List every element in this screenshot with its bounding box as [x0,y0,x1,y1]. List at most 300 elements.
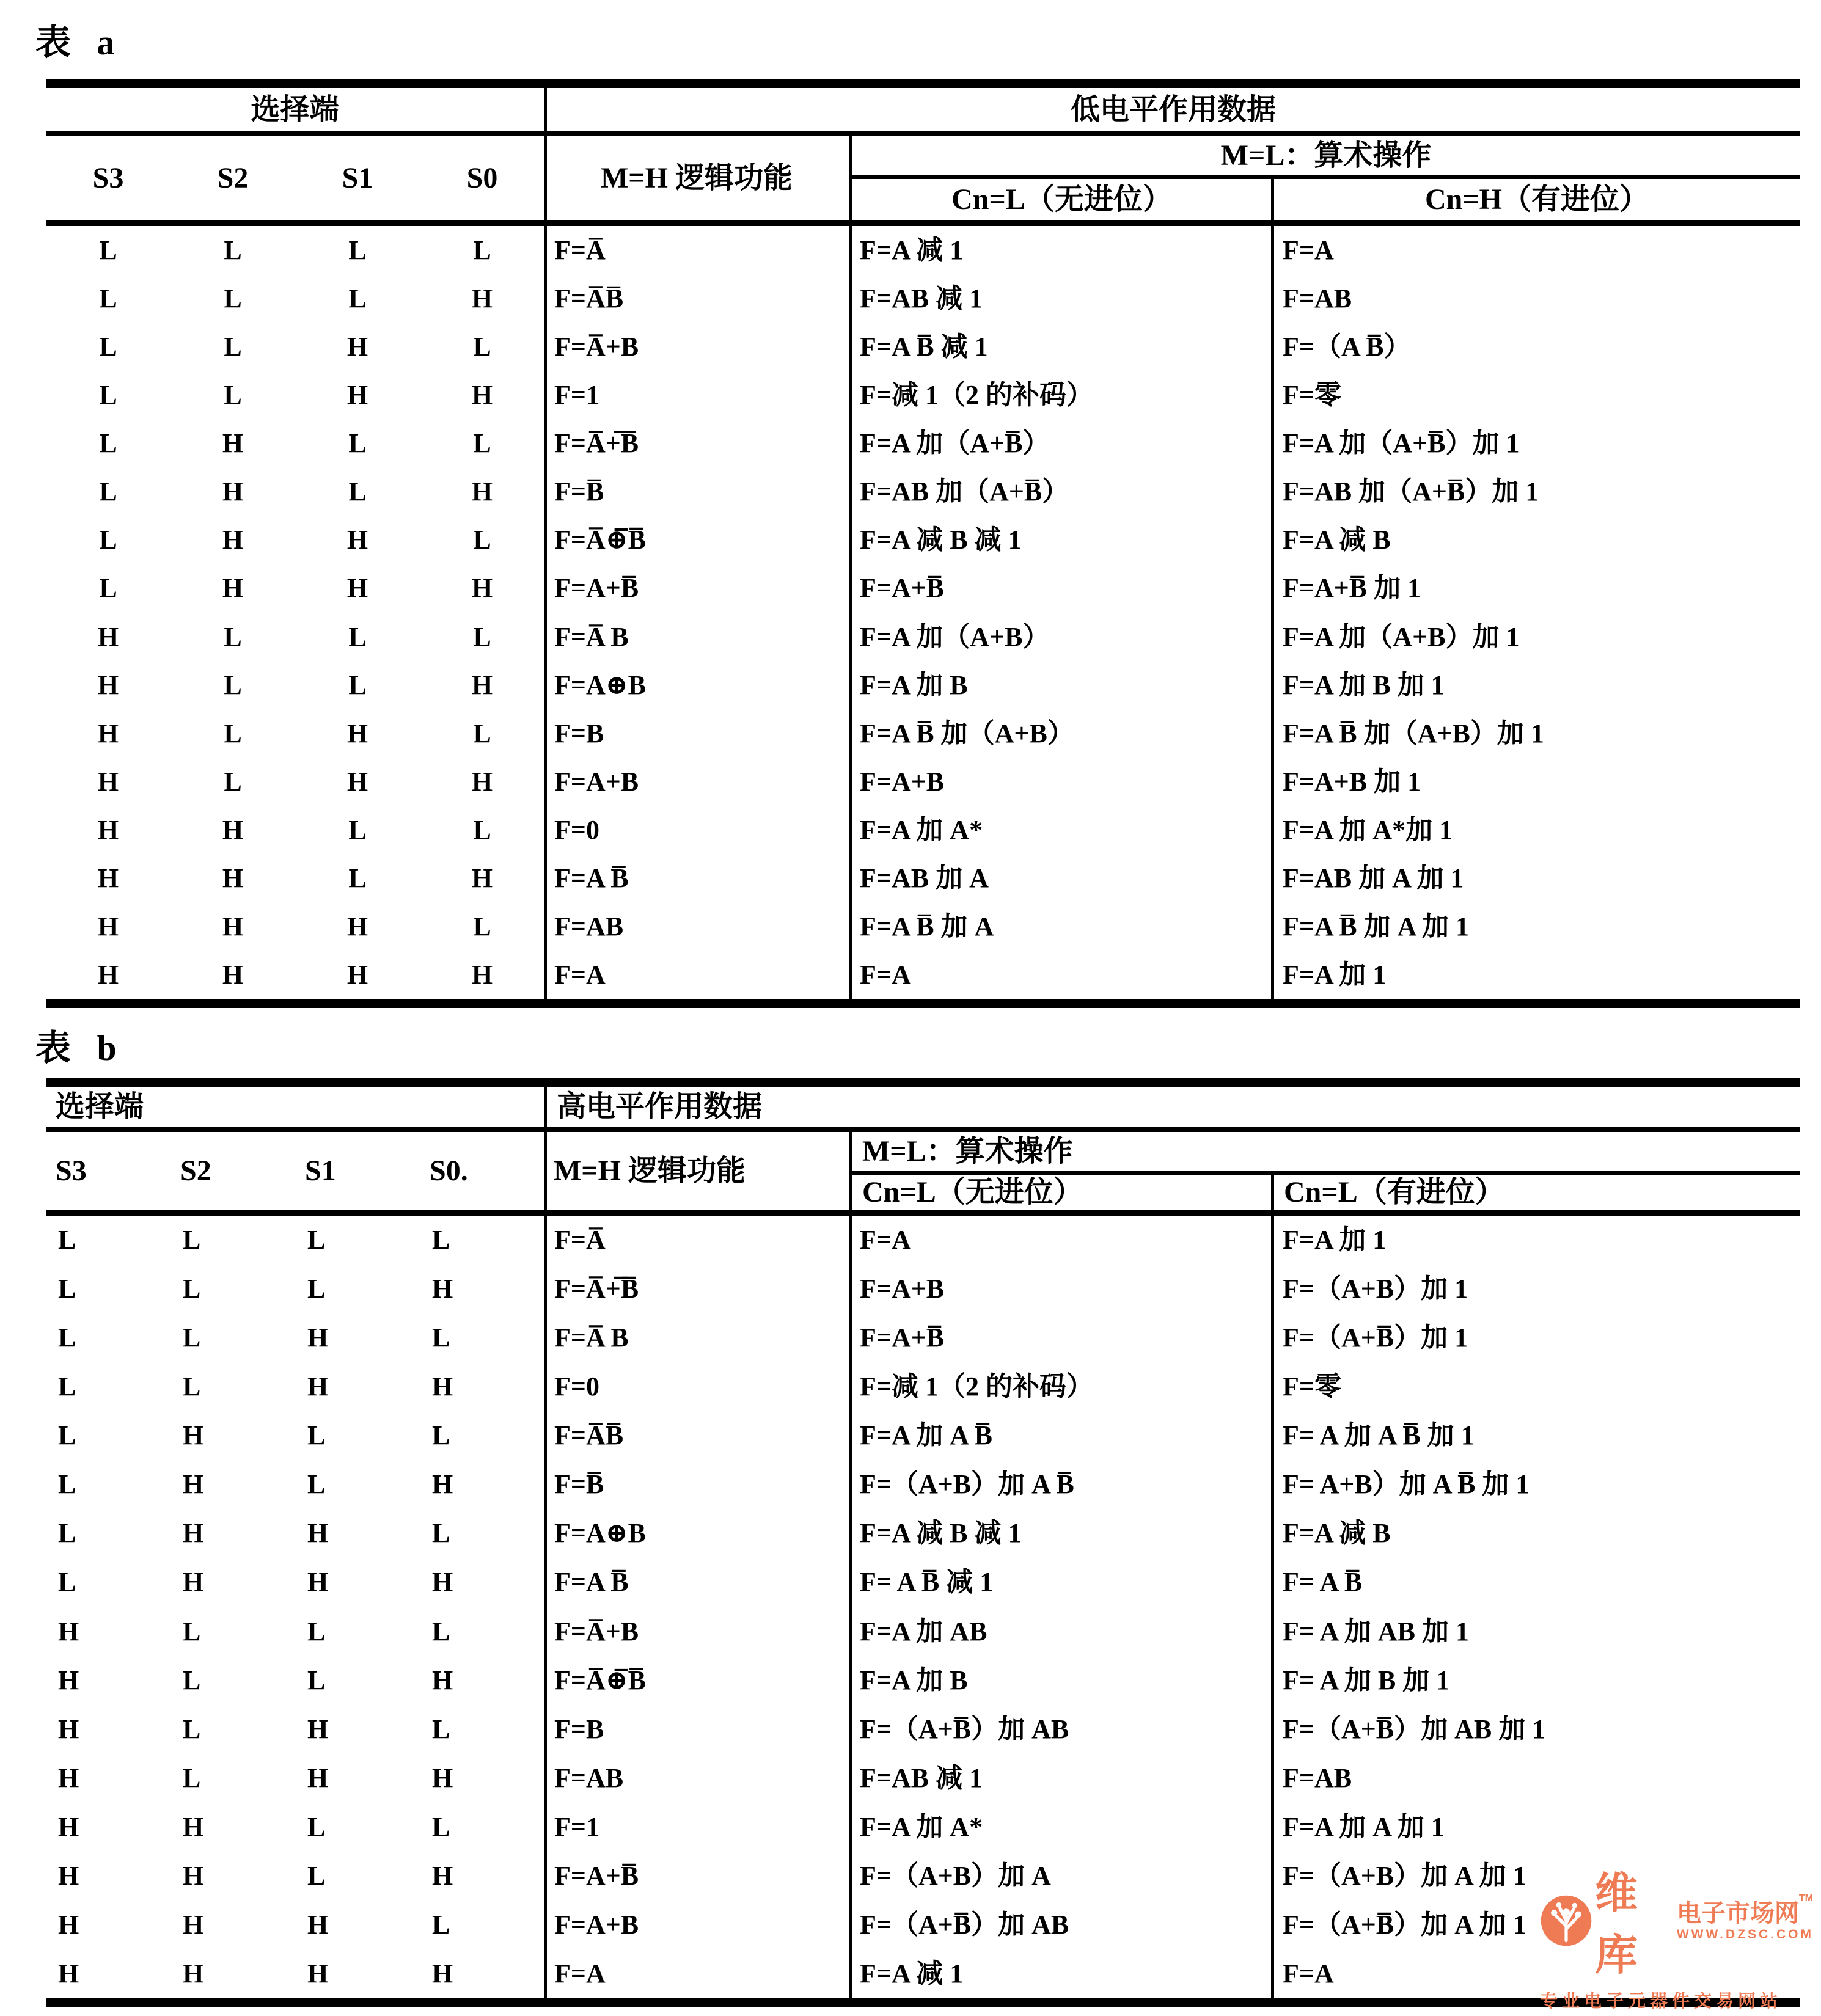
cn-l-value: F=A 加 B [860,670,968,700]
watermark-tagline: 专业电子元器件交易网站 [1540,1992,1783,2011]
logic-function-value: F=A̅+̅B̅ [554,1274,639,1304]
cn-h-value: F=A 加 1 [1283,1225,1387,1255]
cn-l-value: F=A 加（A+B） [860,621,1050,652]
s0-value: H [471,379,493,410]
s2-value: H [222,960,244,990]
table-row [46,709,1800,758]
cn-h-value: F=（A+B̅）加 A 加 1 [1283,1909,1526,1940]
s2-value: H [183,1469,204,1500]
watermark [1540,1859,1814,2012]
s3-value: H [97,815,119,845]
header-s0: S0. [430,1154,468,1187]
header-s3: S3 [56,1154,87,1187]
cn-l-value: F=AB 加 A [860,863,989,894]
logic-function-value: F=A [554,960,606,990]
cn-h-value: F=A 加 A*加 1 [1283,815,1453,845]
s3-value: L [99,525,117,555]
s2-value: L [224,621,242,652]
s0-value: H [432,1371,453,1402]
cn-h-value: F=A 加 A 加 1 [1283,1811,1445,1842]
logic-function-value: F=1 [554,379,599,410]
s0-value: H [432,1469,453,1500]
s2-value: L [183,1762,201,1793]
logic-function-value: F=B [554,1714,604,1744]
s2-value: L [224,379,242,410]
table-row [46,1705,1800,1754]
s0-value: H [471,960,493,990]
s3-value: H [97,718,119,748]
s3-value: L [99,283,117,313]
cn-l-value: F=A B̅ 加（A+B） [860,718,1074,748]
logic-function-value: F=A̅+B [554,1616,639,1646]
s1-value: H [307,1518,329,1549]
s3-value: H [97,960,119,990]
s3-value: H [97,621,119,652]
s1-value: H [307,1762,329,1793]
s0-value: H [471,573,493,604]
table-row [46,903,1800,951]
logic-function-value: F=A̅+̅B̅ [554,428,639,459]
logic-function-value: F=A⊕B [554,1518,646,1549]
watermark-suffix: 电子市场网 [1676,1899,1799,1927]
s3-value: H [97,863,119,894]
logic-function-value: F=A̅ B [554,1323,629,1353]
watermark-text-block [1676,1893,1814,1941]
header-s2: S2 [217,161,249,194]
s0-value: L [432,1225,450,1255]
table-row [46,468,1800,516]
s2-value: L [183,1616,201,1646]
logic-function-value: F=A̅⊕̅B̅ [554,1665,646,1695]
s3-value: H [58,1909,79,1940]
s1-value: L [307,1225,326,1255]
s0-value: L [473,621,491,652]
s0-value: L [432,1616,450,1646]
cn-l-value: F=AB 加（A+B̅） [860,477,1069,507]
header-s0: S0 [466,161,498,194]
logic-function-value: F=A̅ B [554,621,629,652]
s2-value: L [224,718,242,748]
header-select-terminals: 选择端 [251,93,339,126]
cn-h-value: F=A+B̅ 加 1 [1283,573,1421,604]
cn-h-value: F=A 加（A+B）加 1 [1283,621,1520,652]
logic-function-value: F=A B̅ [554,1567,629,1598]
logic-function-value: F=A B̅ [554,863,629,894]
s2-value: H [183,1420,204,1451]
logic-function-value: F=1 [554,1811,599,1842]
cn-l-value: F=A [860,1225,911,1255]
s2-value: L [183,1371,201,1402]
table-row [46,420,1800,468]
cn-l-value: F=A+B̅ [860,1323,945,1353]
cn-l-value: F=A 加 A* [860,815,983,845]
cn-h-value: F=A [1283,1958,1334,1989]
s3-value: H [97,911,119,942]
s1-value: H [346,379,368,410]
s3-value: L [99,331,117,362]
s2-value: L [224,766,242,797]
header-arith-operation: M=L：算术操作 [862,1135,1073,1167]
table-row [46,564,1800,613]
s2-value: H [222,815,244,845]
cn-h-value: F= A 加 A B̅ 加 1 [1283,1420,1475,1451]
cn-h-value: F= A 加 B 加 1 [1283,1665,1450,1695]
s0-value: H [432,1958,453,1989]
s2-value: L [224,235,242,265]
table-row [46,1216,1800,1265]
s1-value: L [348,283,367,313]
s2-value: L [224,283,242,313]
s1-value: H [307,1714,329,1744]
table-row [46,1901,1800,1949]
cn-l-value: F=（A+B）加 A B̅ [860,1469,1074,1500]
s0-value: L [473,428,491,459]
header-data-side: 低电平作用数据 [1070,93,1276,126]
cn-h-value: F=（A+B̅）加 1 [1283,1323,1468,1353]
header-s1: S1 [342,161,373,194]
table-a [46,79,1800,1008]
s3-value: H [58,1665,79,1695]
s2-value: L [183,1714,201,1744]
s0-value: H [432,1860,453,1891]
s2-value: H [183,1958,204,1989]
s3-value: H [58,1714,79,1744]
s1-value: L [348,670,367,700]
s2-value: H [183,1860,204,1891]
logic-function-value: F=A̅⊕̅B̅ [554,525,646,555]
logic-function-value: F=A̅ [554,235,606,265]
s1-value: L [348,235,367,265]
s1-value: H [307,1958,329,1989]
table-row [46,661,1800,709]
cn-l-value: F=A 加 B [860,1665,968,1695]
s2-value: L [183,1665,201,1695]
cn-l-value: F=A+B [860,1274,945,1304]
s3-value: L [58,1323,76,1353]
s0-value: H [432,1762,453,1793]
s2-value: H [183,1909,204,1940]
s1-value: L [348,815,367,845]
cn-h-value: F=AB [1283,283,1352,313]
table-a-header-rule-1 [46,131,1800,136]
logic-function-value: F=A+B̅ [554,573,639,604]
s2-value: H [222,863,244,894]
logic-function-value: F=B̅ [554,1469,604,1500]
logic-function-value: F=A⊕B [554,670,646,700]
logic-function-value: F=B̅ [554,477,604,507]
s0-value: H [471,283,493,313]
cn-l-value: F=A 加 AB [860,1616,987,1646]
table-a-title: 表 a [35,23,123,62]
s1-value: L [307,1811,326,1842]
table-b-bottom-border [46,1998,1800,2007]
s0-value: L [432,1420,450,1451]
s2-value: L [224,331,242,362]
header-cn-l: Cn=L（无进位） [862,1175,1083,1208]
s1-value: H [346,718,368,748]
cn-l-value: F=（A+B̅）加 AB [860,1714,1069,1744]
table-row [46,1558,1800,1607]
s2-value: H [222,525,244,555]
s3-value: L [58,1274,76,1304]
s1-value: L [307,1274,326,1304]
table-row [46,951,1800,999]
cn-l-value: F=减 1（2 的补码） [860,1371,1093,1402]
header-s2: S2 [180,1154,211,1187]
cn-h-value: F=A B̅ 加（A+B）加 1 [1283,718,1544,748]
s0-value: H [432,1665,453,1695]
cn-h-value: F=AB 加（A+B̅）加 1 [1283,477,1539,507]
cn-h-value: F=零 [1283,379,1341,410]
s1-value: L [348,863,367,894]
table-row [46,1607,1800,1656]
cn-l-value: F=（A+B̅）加 AB [860,1909,1069,1940]
cn-l-value: F=A+B [860,766,945,797]
table-row [46,323,1800,371]
table-row [46,1803,1800,1852]
table-row [46,274,1800,323]
table-b-header-rule-2 [46,1210,1800,1216]
s1-value: L [348,428,367,459]
watermark-brand: 维库 [1595,1869,1639,1979]
header-logic-function: M=H 逻辑功能 [554,1154,746,1187]
s1-value: H [346,911,368,942]
cn-h-value: F=A 加 1 [1283,960,1387,990]
table-b-title: 表 b [35,1028,125,1068]
cn-l-value: F=A+B̅ [860,573,945,604]
cn-l-value: F=减 1（2 的补码） [860,379,1093,410]
header-arith-operation: M=L：算术操作 [1220,139,1432,172]
s0-value: L [432,1714,450,1744]
cn-l-value: F=（A+B）加 A [860,1860,1051,1891]
logic-function-value: F=AB [554,1762,624,1793]
watermark-row [1540,1859,1814,1982]
s0-value: L [432,1518,450,1549]
table-row [46,371,1800,419]
watermark-suffix-wrap [1676,1893,1814,1927]
header-logic-function: M=H 逻辑功能 [601,161,793,194]
s0-value: H [471,766,493,797]
logic-function-value: F=0 [554,815,599,845]
s3-value: H [58,1616,79,1646]
cn-h-value: F=（A+B）加 A 加 1 [1283,1860,1526,1891]
cn-h-value: F=A B̅ 加 A 加 1 [1283,911,1469,942]
header-s1: S1 [305,1154,336,1187]
table-row [46,1460,1800,1509]
s1-value: H [346,766,368,797]
s1-value: H [307,1567,329,1598]
header-select-terminals: 选择端 [56,1090,144,1123]
s1-value: H [346,331,368,362]
cn-h-value: F= A+B）加 A B̅ 加 1 [1283,1469,1530,1500]
s0-value: L [432,1811,450,1842]
table-row [46,1754,1800,1803]
logic-function-value: F=A̅B̅ [554,283,624,313]
table-a-top-border [46,79,1800,88]
cn-l-value: F=A 加 A B̅ [860,1420,992,1451]
logic-function-value: F=A̅+B [554,331,639,362]
header-cn-h: Cn=H（有进位） [1424,183,1649,216]
logic-function-value: F=A+B [554,766,639,797]
s1-value: L [307,1616,326,1646]
s0-value: L [473,911,491,942]
s3-value: L [99,235,117,265]
s0-value: L [432,1323,450,1353]
s3-value: H [58,1811,79,1842]
s3-value: H [97,670,119,700]
s1-value: L [307,1665,326,1695]
s2-value: H [222,911,244,942]
s3-value: L [99,573,117,604]
table-row [46,1656,1800,1705]
s0-value: H [432,1274,453,1304]
cn-h-value: F=（A+B̅）加 AB 加 1 [1283,1714,1546,1744]
table-b [46,1078,1800,2007]
s0-value: H [432,1567,453,1598]
s3-value: L [58,1567,76,1598]
s3-value: L [99,379,117,410]
s0-value: L [473,235,491,265]
cn-h-value: F=A 减 B [1283,1518,1391,1549]
table-row [46,806,1800,855]
cn-h-value: F= A B̅ [1283,1567,1363,1598]
cn-l-value: F=AB 减 1 [860,1762,983,1793]
cn-h-value: F=A+B 加 1 [1283,766,1421,797]
dzsc-circuit-logo-icon [1540,1894,1592,1947]
cn-h-value: F=A 加（A+B̅）加 1 [1283,428,1520,459]
table-row [46,1362,1800,1411]
table-row [46,1852,1800,1901]
s2-value: L [183,1274,201,1304]
table-row [46,1949,1800,1998]
s0-value: L [473,525,491,555]
table-row [46,516,1800,564]
cn-l-value: F=A B̅ 加 A [860,911,994,942]
s1-value: L [307,1420,326,1451]
header-cn-l: Cn=L（无进位） [951,183,1172,216]
cn-h-value: F=AB 加 A 加 1 [1283,863,1464,894]
header-data-side: 高电平作用数据 [557,1090,763,1123]
s1-value: H [346,573,368,604]
s1-value: L [307,1469,326,1500]
table-row [46,855,1800,903]
cn-h-value: F=A [1283,235,1334,265]
cn-h-value: F=A 加 B 加 1 [1283,670,1445,700]
s3-value: H [58,1958,79,1989]
cn-h-value: F=（A B̅） [1283,331,1411,362]
s3-value: H [58,1762,79,1793]
s3-value: L [58,1469,76,1500]
s0-value: H [471,477,493,507]
logic-function-value: F=A+B [554,1909,639,1940]
logic-function-value: F=A̅ [554,1225,606,1255]
cn-l-value: F=A B̅ 减 1 [860,331,988,362]
s0-value: L [473,815,491,845]
table-row [46,758,1800,806]
header-s3: S3 [92,161,124,194]
s0-value: H [471,863,493,894]
table-a-header-rule-2 [46,220,1800,226]
s3-value: L [58,1225,76,1255]
cn-l-value: F=A 减 1 [860,235,964,265]
s1-value: H [307,1323,329,1353]
s0-value: L [473,331,491,362]
s3-value: L [99,428,117,459]
s3-value: L [58,1518,76,1549]
s2-value: H [222,573,244,604]
s0-value: L [473,718,491,748]
header-cn-h: Cn=L（有进位） [1284,1175,1504,1208]
s1-value: H [307,1909,329,1940]
logic-function-value: F=A̅B̅ [554,1420,624,1451]
table-row [46,1411,1800,1460]
s3-value: H [97,766,119,797]
s1-value: H [307,1371,329,1402]
s0-value: L [432,1909,450,1940]
s3-value: L [99,477,117,507]
cn-l-value: F=AB 减 1 [860,283,983,313]
cn-l-value: F=A [860,960,911,990]
cn-h-value: F=零 [1283,1371,1341,1402]
s2-value: H [222,428,244,459]
cn-l-value: F=A 减 1 [860,1958,964,1989]
s1-value: H [346,960,368,990]
table-b-header-rule-1 [46,1127,1800,1132]
cn-h-value: F= A 加 AB 加 1 [1283,1616,1469,1646]
cn-l-value: F=A 减 B 减 1 [860,1518,1022,1549]
cn-h-value: F=AB [1283,1762,1352,1793]
cn-l-value: F=A 加 A* [860,1811,983,1842]
table-row [46,613,1800,661]
logic-function-value: F=A+B̅ [554,1860,639,1891]
s2-value: L [183,1323,201,1353]
table-row [46,1509,1800,1558]
s3-value: L [58,1420,76,1451]
s2-value: H [183,1567,204,1598]
table-row [46,1313,1800,1362]
table-a-bottom-border [46,999,1800,1008]
s0-value: H [471,670,493,700]
s1-value: L [348,477,367,507]
s2-value: L [183,1225,201,1255]
logic-function-value: F=0 [554,1371,599,1402]
table-a-rows [46,226,1800,999]
cn-h-value: F=A 减 B [1283,525,1391,555]
cn-l-value: F=A 加（A+B̅） [860,428,1050,459]
s2-value: H [183,1518,204,1549]
tm-mark: TM [1798,1893,1813,1904]
table-row [46,226,1800,274]
table-row [46,1265,1800,1313]
table-b-top-border [46,1078,1800,1087]
cn-h-value: F=（A+B）加 1 [1283,1274,1468,1304]
s1-value: L [307,1860,326,1891]
s3-value: L [58,1371,76,1402]
logic-function-value: F=B [554,718,604,748]
s2-value: H [183,1811,204,1842]
s1-value: H [346,525,368,555]
cn-l-value: F= A B̅ 减 1 [860,1567,994,1598]
cn-l-value: F=A 减 B 减 1 [860,525,1022,555]
s2-value: H [222,477,244,507]
logic-function-value: F=A [554,1958,606,1989]
table-b-rows [46,1216,1800,1998]
watermark-url: WWW.DZSC.COM [1676,1927,1814,1941]
s1-value: L [348,621,367,652]
logic-function-value: F=AB [554,911,624,942]
s3-value: H [58,1860,79,1891]
s2-value: L [224,670,242,700]
